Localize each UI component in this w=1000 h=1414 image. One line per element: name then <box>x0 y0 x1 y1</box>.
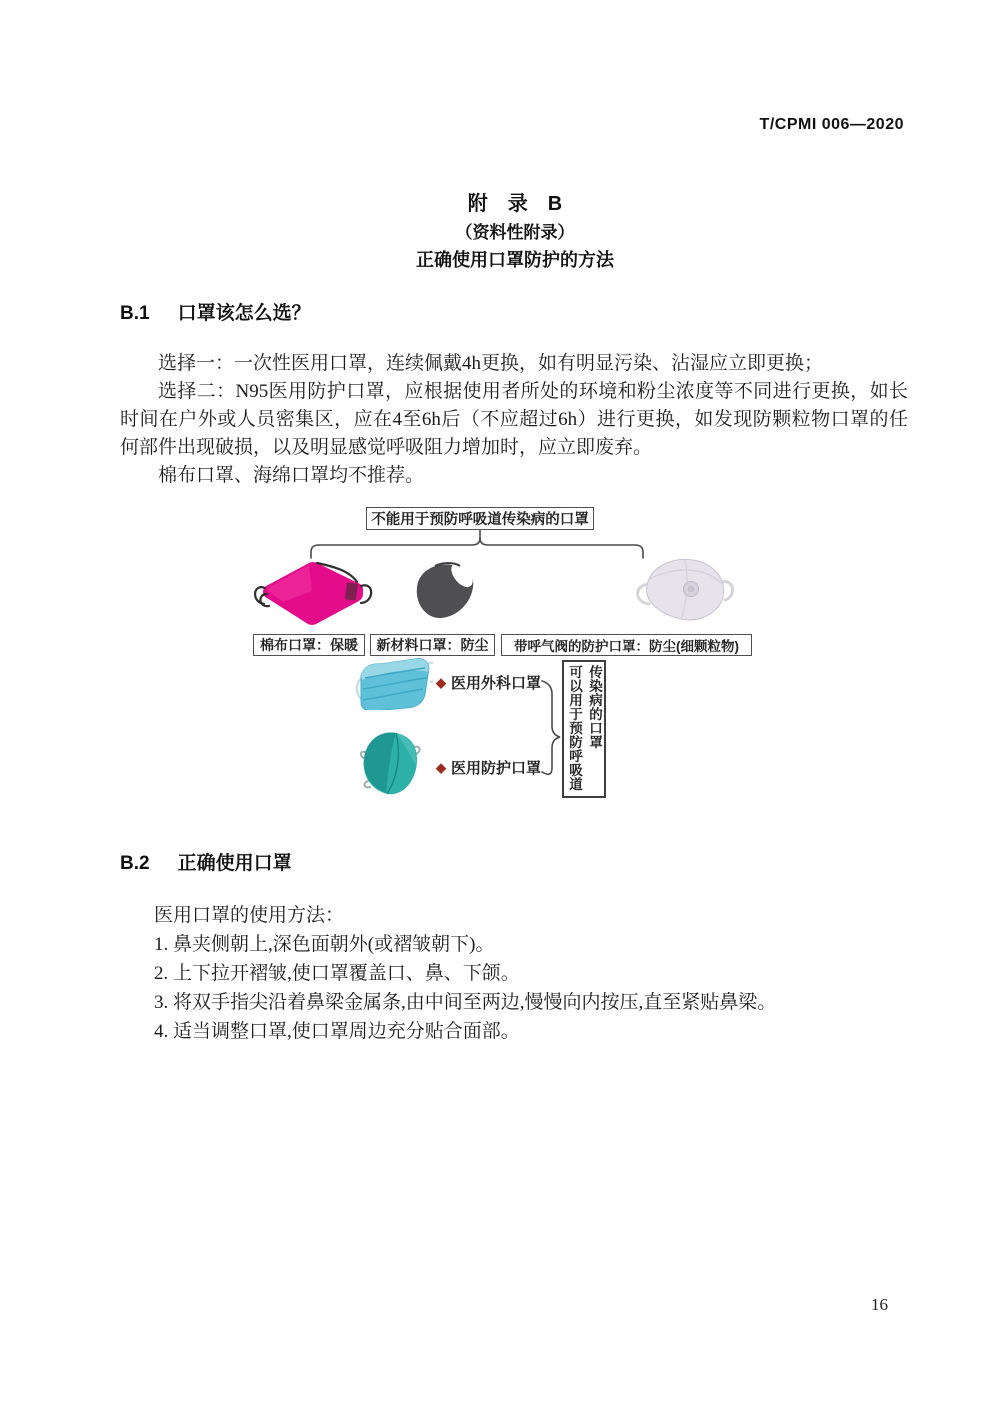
cotton-mask-image <box>251 556 376 630</box>
section-b2-number: B.2 <box>120 853 150 874</box>
valve-mask-label-box: 带呼气阀的防护口罩：防尘(细颗粒物) <box>501 634 752 656</box>
protective-mask-label <box>436 757 541 778</box>
fabric-mask-label-box: 新材料口罩：防尘 <box>370 634 495 656</box>
section-b2-heading <box>120 848 292 875</box>
section-b1-title: 口罩该怎么选？ <box>177 303 311 324</box>
usage-step: 1. 鼻夹侧朝上,深色面朝外(或褶皱朝下)。 <box>154 934 495 955</box>
standard-code: T/CPMI 006—2020 <box>759 116 904 133</box>
usage-step: 4. 适当调整口罩,使口罩周边充分贴合面部。 <box>154 1021 520 1042</box>
not-usable-masks-box: 不能用于预防呼吸道传染病的口罩 <box>366 507 594 530</box>
appendix-subtitle: （资料性附录） <box>455 223 575 242</box>
paragraph: 选择一：一次性医用口罩，连续佩戴4h更换，如有明显污染、沾湿应立即更换； <box>158 353 824 374</box>
section-b2-body <box>154 901 914 1046</box>
usable-masks-text-col1: 可以用于预防呼吸道 <box>567 665 582 791</box>
protective-mask-label-text: 医用防护口罩 <box>451 760 542 777</box>
usage-intro: 医用口罩的使用方法： <box>154 905 345 926</box>
title-block <box>120 191 910 274</box>
protective-mask-image <box>356 725 426 800</box>
appendix-title: 附 录 B <box>467 193 563 215</box>
paragraph: 选择二：N95医用防护口罩，应根据使用者所处的环境和粉尘浓度等不同进行更换，如长时间在户外或人员密集区，应在4至6h后（不应超过6h）进行更换，如发现防颗粒物口罩的任何部件出现破损，以及明显感觉呼吸阻力增加时，应立即废弃。 <box>120 381 908 458</box>
valve-mask-image <box>634 552 735 629</box>
appendix-heading: 正确使用口罩防护的方法 <box>416 250 614 270</box>
page-number: 16 <box>871 1295 888 1314</box>
usage-step: 2. 上下拉开褶皱,使口罩覆盖口、鼻、下颌。 <box>154 963 520 984</box>
cotton-mask-label-box: 棉布口罩：保暖 <box>253 634 365 656</box>
mask-selection-diagram <box>240 500 760 820</box>
usage-step: 3. 将双手指尖沿着鼻梁金属条,由中间至两边,慢慢向内按压,直至紧贴鼻梁。 <box>154 992 777 1013</box>
section-b1-body <box>120 350 908 490</box>
paragraph: 棉布口罩、海绵口罩均不推荐。 <box>158 465 425 486</box>
section-b1-number: B.1 <box>120 303 150 324</box>
fabric-mask-image <box>410 560 479 622</box>
usable-masks-text-col2: 传染病的口罩 <box>587 665 602 749</box>
surgical-mask-label-text: 医用外科口罩 <box>451 675 542 692</box>
section-b1-heading <box>120 298 311 325</box>
usable-masks-box <box>562 660 606 798</box>
section-b2-title: 正确使用口罩 <box>177 853 292 874</box>
diamond-bullet-icon: ◆ <box>436 675 446 690</box>
surgical-mask-image <box>353 655 433 710</box>
diamond-bullet-icon: ◆ <box>436 760 446 775</box>
surgical-mask-label <box>436 672 541 693</box>
